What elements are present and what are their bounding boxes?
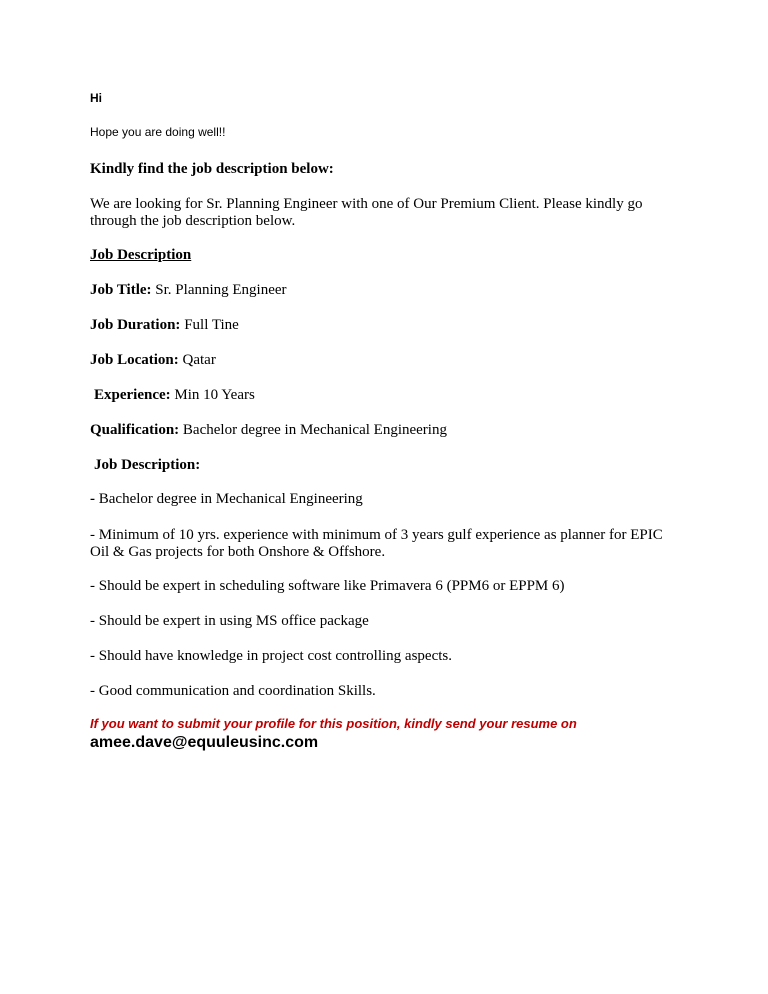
bullet-5: - Should have knowledge in project cost controlling aspects.	[90, 648, 452, 664]
bullet-3: - Should be expert in scheduling software like Primavera 6 (PPM6 or EPPM 6)	[90, 578, 565, 594]
bullet-2-line-1: - Minimum of 10 yrs. experience with minimum of 3 years gulf experience as planner for EPIC	[90, 527, 663, 543]
field-job-title-label: Job Title:	[90, 282, 152, 298]
bullet-1	[90, 490, 363, 508]
hope-line: Hope you are doing well!!	[90, 125, 226, 139]
field-job-title	[90, 281, 287, 299]
email-address[interactable]: amee.dave@equuleusinc.com	[90, 734, 319, 751]
field-job-location-label: Job Location:	[90, 352, 179, 368]
section-title: Job Description	[90, 247, 192, 263]
field-job-title-value: Sr. Planning Engineer	[151, 282, 287, 298]
greeting: Hi	[90, 91, 102, 105]
closing-line: If you want to submit your profile for this position, kindly send your resume on	[90, 716, 577, 731]
field-job-duration-value: Full Tine	[180, 317, 239, 333]
field-qualification	[90, 421, 447, 439]
intro-line-1: We are looking for Sr. Planning Engineer with one of Our Premium Client. Please kindly go	[90, 196, 643, 212]
field-experience-value: Min 10 Years	[170, 387, 255, 403]
description-heading: Job Description:	[94, 457, 201, 473]
field-job-location	[90, 351, 216, 369]
field-job-duration	[90, 316, 239, 334]
field-job-duration-label: Job Duration:	[90, 317, 181, 333]
bullet-6: - Good communication and coordination Skills.	[90, 683, 376, 699]
bullet-2-line-2: Oil & Gas projects for both Onshore & Offshore.	[90, 544, 386, 560]
field-experience-label: Experience:	[94, 387, 171, 403]
bullet-1-text: Bachelor degree in Mechanical Engineering	[95, 491, 363, 507]
intro-line-2: through the job description below.	[90, 213, 296, 229]
field-qualification-label: Qualification:	[90, 422, 180, 438]
bullet-4: - Should be expert in using MS office package	[90, 613, 369, 629]
bullet-1-dash: -	[90, 491, 95, 507]
intro-heading: Kindly find the job description below:	[90, 161, 334, 177]
field-experience	[94, 386, 255, 404]
field-job-location-value: Qatar	[178, 352, 216, 368]
field-qualification-value: Bachelor degree in Mechanical Engineering	[179, 422, 447, 438]
